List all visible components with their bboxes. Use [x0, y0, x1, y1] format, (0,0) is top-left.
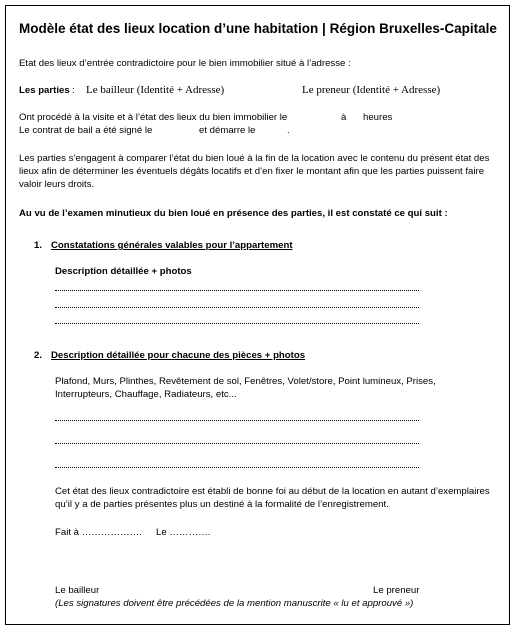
- lease-signed-text: Le contrat de bail a été signé le: [19, 125, 153, 136]
- visit-at-text: à: [341, 112, 347, 123]
- visit-date-text: Ont procédé à la visite et à l’état des lieux du bien immobilier le: [19, 112, 288, 123]
- fait-le-field: Le ………….: [156, 527, 211, 538]
- party-preneur: Le preneur (Identité + Adresse): [302, 84, 441, 96]
- signature-bailleur-label: Le bailleur: [55, 585, 100, 596]
- dotted-line: [55, 290, 419, 291]
- engagement-line-2: lieux afin de déterminer les éventuels dégâts locatifs et d’en fixer le montant afin que les parties puissent faire: [19, 166, 485, 177]
- parties-colon: :: [72, 85, 75, 96]
- section-2-items-line-2: Interrupteurs, Chauffage, Radiateurs, etc...: [55, 389, 237, 400]
- dotted-line: [55, 443, 419, 444]
- closing-line-1: Cet état des lieux contradictoire est établi de bonne foi au début de la location en autant d’exemplaires: [55, 486, 490, 497]
- constat-heading: Au vu de l’examen minutieux du bien loué en présence des parties, il est constaté ce qui suit :: [19, 208, 448, 219]
- dotted-line: [55, 307, 419, 308]
- signature-note: (Les signatures doivent être précédées de la mention manuscrite « lu et approuvé »): [55, 598, 414, 609]
- fait-a-field: Fait à ……………….: [55, 527, 142, 538]
- lease-period: .: [287, 125, 290, 136]
- closing-line-2: qu’il y a de parties présentes plus un destiné à la formalité de l’enregistrement.: [55, 499, 389, 510]
- intro-text: Etat des lieux d’entrée contradictoire pour le bien immobilier situé à l’adresse :: [19, 58, 351, 69]
- document-title: Modèle état des lieux location d’une habitation | Région Bruxelles-Capitale: [19, 21, 497, 36]
- parties-label: Les parties: [19, 85, 70, 96]
- section-1-heading: Constatations générales valables pour l’appartement: [51, 240, 293, 251]
- section-2-number: 2.: [34, 350, 43, 361]
- visit-hours-text: heures: [363, 112, 393, 123]
- section-1-subheading: Description détaillée + photos: [55, 266, 192, 277]
- engagement-line-3: valoir leurs droits.: [19, 179, 95, 190]
- engagement-line-1: Les parties s’engagent à comparer l’état du bien loué à la fin de la location avec le contenu du présent état des: [19, 153, 490, 164]
- section-2-heading: Description détaillée pour chacune des pièces + photos: [51, 350, 306, 361]
- lease-start-text: et démarre le: [199, 125, 256, 136]
- party-bailleur: Le bailleur (Identité + Adresse): [86, 84, 225, 96]
- signature-preneur-label: Le preneur: [373, 585, 420, 596]
- section-1-number: 1.: [34, 240, 43, 251]
- dotted-line: [55, 467, 419, 468]
- dotted-line: [55, 323, 419, 324]
- dotted-line: [55, 420, 419, 421]
- section-2-items-line-1: Plafond, Murs, Plinthes, Revêtement de sol, Fenêtres, Volet/store, Point lumineux, Prises,: [55, 376, 436, 387]
